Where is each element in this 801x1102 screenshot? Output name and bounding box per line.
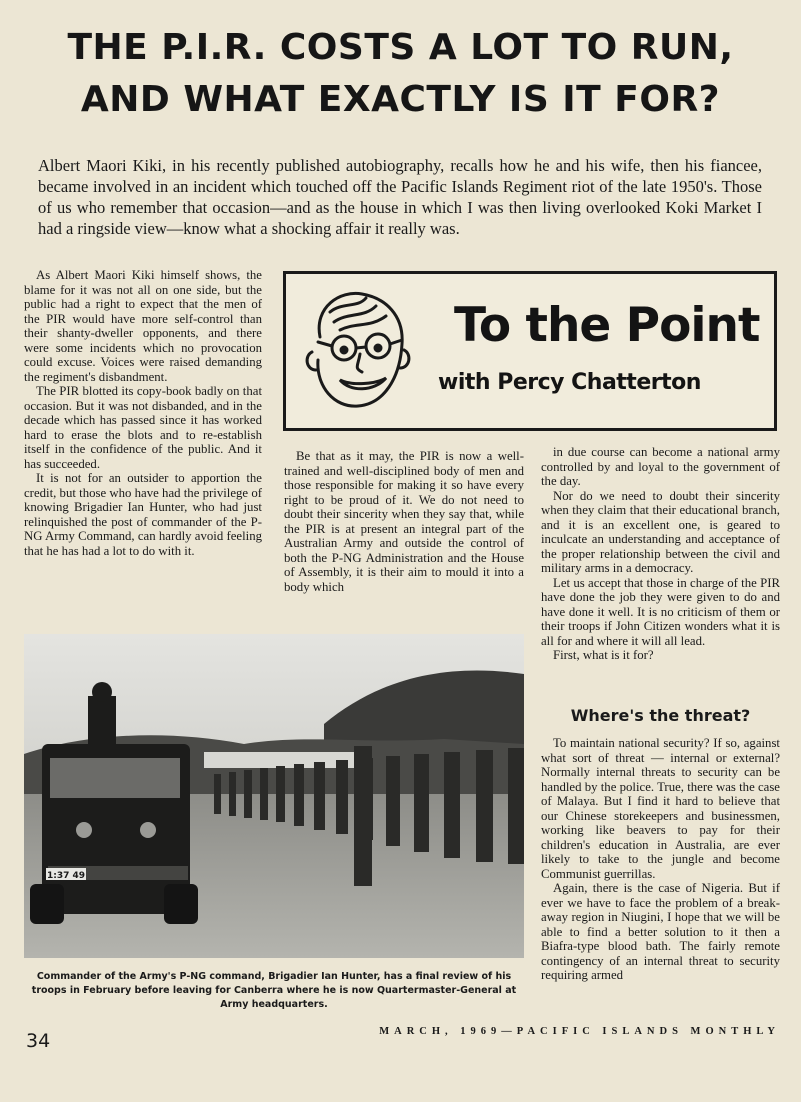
article-column-3	[541, 445, 780, 663]
intro-paragraph: Albert Maori Kiki, in his recently published autobiography, recalls how he and his wife, then his fiancee, became involved in an incident which touched off the Pacific Islands Regiment riot of the late 1950's. Those of us who remember that occasion—and as the house in which I was then living overlooked Koki Market I had a ringside view—know what a shocking affair it really was.	[38, 156, 762, 238]
paragraph: It is not for an outsider to apportion the credit, but those who have had the privilege of knowing Brigadier Ian Hunter, who had just relinquished the post of commander of the P-NG Army Command, can hardly avoid feeling that he has had a lot to do with it.	[24, 471, 262, 558]
page-number: 34	[26, 1030, 51, 1052]
vehicle-plate: 1:37 49	[46, 871, 86, 881]
parade-photo-illustration	[24, 634, 524, 958]
paragraph: First, what is it for?	[553, 648, 654, 662]
subheading: Where's the threat?	[570, 706, 751, 725]
column-byline: with Percy Chatterton	[438, 370, 701, 395]
masthead-footer: MARCH, 1969—PACIFIC ISLANDS MONTHLY	[379, 1026, 780, 1037]
article-column-2	[284, 449, 524, 594]
parade-photo	[24, 634, 524, 958]
paragraph: Nor do we need to doubt their sincerity when they claim that their educational branch, and it is an excellent one, is geared to inculcate an understanding and acceptance of the proper relationship between the civil and military arms in a democracy.	[541, 488, 780, 575]
column-title: To the Point	[454, 298, 760, 353]
headline	[20, 22, 781, 126]
paragraph: The PIR blotted its copy-book badly on that occasion. But it was not disbanded, and in the decade which has passed since it has worked hard to erase the blots and to re-establish itself in the confidence of the public. And it has succeeded.	[24, 384, 262, 471]
headline-line-2: AND WHAT EXACTLY IS IT FOR?	[80, 79, 721, 120]
paragraph: in due course can become a national army controlled by and loyal to the government of the day.	[541, 445, 780, 488]
caricature-icon	[300, 282, 418, 414]
column-banner	[283, 271, 777, 431]
paragraph: Let us accept that those in charge of the PIR have done the job they were given to do and have done it well. It is no criticism of them or their troops if John Citizen wonders what it is all for and where it will all lead.	[541, 575, 780, 648]
article-column-1	[24, 268, 262, 558]
photo-caption: Commander of the Army's P-NG command, Brigadier Ian Hunter, has a final review of his troops in February before leaving for Canberra where he is now Quartermaster-General at Army headquarters.	[31, 971, 517, 1010]
paragraph: To maintain national security? If so, against what sort of threat — internal or external? Normally internal threats to security can be handled by the police. True, there was the case of Malaya. But I find it hard to believe that our Chinese storekeepers and businessmen, working like beavers to pay for their children's education in Australia, are ever likely to take to the jungle and become Communist guerrillas.	[541, 736, 780, 881]
article-column-3-continued	[541, 736, 780, 983]
headline-line-1: THE P.I.R. COSTS A LOT TO RUN,	[67, 27, 734, 68]
paragraph: Again, there is the case of Nigeria. But if ever we have to face the problem of a break-away region in Niugini, I hope that we will be able to find a better solution to it then a Biafra-type blood bath. The fairly remote contingency of an internal threat to security requiring armed	[541, 881, 780, 982]
paragraph: As Albert Maori Kiki himself shows, the blame for it was not all on one side, but the public had a right to expect that the men of the PIR would have more self-control than their shanty-dweller opponents, and there were some incidents which no provocation could excuse. Voices were raised demanding the regiment's disbandment.	[24, 268, 262, 384]
paragraph: Be that as it may, the PIR is now a well-trained and well-disciplined body of men and those responsible for making it so have every right to be proud of it. We do not need to doubt their sincerity when they say that, while the PIR is at present an integral part of the Australian Army and outside the control of both the P-NG Administration and the House of Assembly, it is their aim to mould it into a body which	[284, 449, 524, 594]
